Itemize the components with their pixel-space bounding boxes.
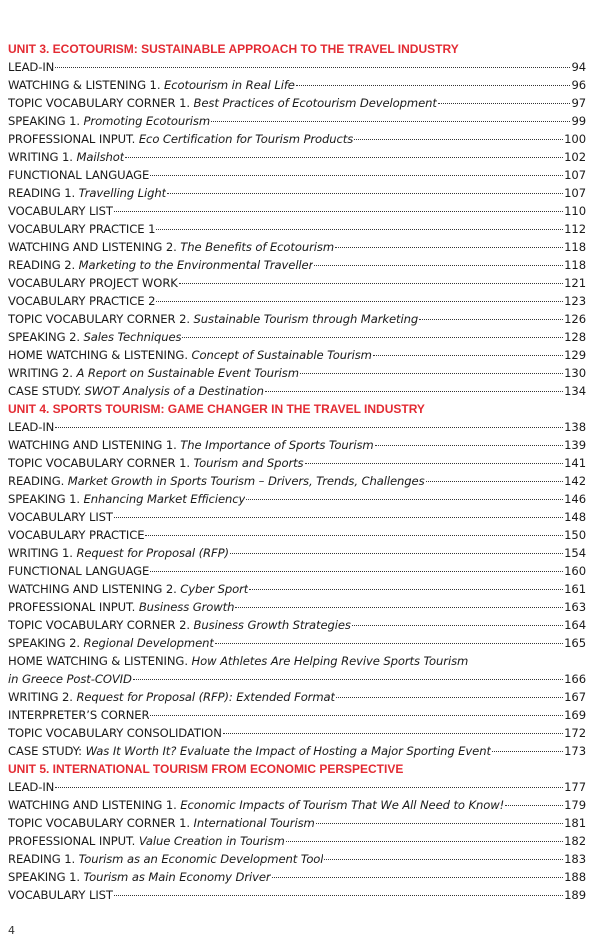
- section-title: Business Growth Strategies: [193, 618, 351, 632]
- dot-leader: [375, 445, 564, 446]
- toc-page-number: 164: [564, 618, 586, 632]
- section-title: Economic Impacts of Tourism That We All Need to Know!: [180, 798, 505, 812]
- dot-leader: [167, 193, 563, 194]
- toc-entry[interactable]: [8, 238, 586, 256]
- toc-page-number: 169: [564, 708, 586, 722]
- toc-page-number: 129: [564, 348, 586, 362]
- toc-page-number: 163: [564, 600, 586, 614]
- dot-leader: [156, 229, 563, 230]
- toc-entry-label: [8, 130, 353, 148]
- section-title: Sales Techniques: [83, 330, 182, 344]
- section-type: WRITING 1.: [8, 546, 77, 560]
- section-type: READING 1.: [8, 186, 79, 200]
- toc-entry[interactable]: [8, 148, 586, 166]
- toc-entry-label: [8, 220, 155, 238]
- unit-section: [8, 40, 586, 400]
- toc-entry[interactable]: [8, 274, 586, 292]
- dot-leader: [150, 571, 563, 572]
- section-type: TOPIC VOCABULARY CORNER 1.: [8, 816, 194, 830]
- section-type: TOPIC VOCABULARY CORNER 1.: [8, 96, 194, 110]
- section-type: PROFESSIONAL INPUT.: [8, 600, 139, 614]
- dot-leader: [272, 877, 564, 878]
- toc-entry-label: [8, 814, 315, 832]
- toc-page-number: 126: [564, 312, 586, 326]
- dot-leader: [352, 625, 563, 626]
- section-title: Cyber Sport: [180, 582, 249, 596]
- toc-entry[interactable]: [8, 346, 586, 364]
- section-title: Mailshot: [76, 150, 125, 164]
- dot-leader: [215, 643, 563, 644]
- toc-entry-line: [8, 652, 586, 670]
- toc-page-number: 123: [564, 294, 586, 308]
- section-type: VOCABULARY LIST: [8, 888, 113, 902]
- section-title: Eco Certification for Tourism Products: [138, 132, 354, 146]
- toc-page-number: 138: [564, 420, 586, 434]
- dot-leader: [114, 517, 563, 518]
- toc-entry-label: [8, 328, 181, 346]
- toc-entry[interactable]: [8, 472, 586, 490]
- section-type: CASE STUDY:: [8, 744, 86, 758]
- section-type: WATCHING & LISTENING 1.: [8, 78, 164, 92]
- toc-entry[interactable]: [8, 490, 586, 508]
- toc-entry-label: [8, 184, 166, 202]
- section-type: WRITING 1.: [8, 150, 77, 164]
- toc-page-number: 177: [564, 780, 586, 794]
- section-type: WATCHING AND LISTENING 1.: [8, 798, 181, 812]
- dot-leader: [150, 715, 563, 716]
- toc-entry[interactable]: [8, 202, 586, 220]
- section-type: LEAD-IN: [8, 60, 55, 74]
- unit-title[interactable]: UNIT 5. INTERNATIONAL TOURISM FROM ECONOMIC PERSPECTIVE: [8, 762, 404, 776]
- section-type: SPEAKING 2.: [8, 636, 84, 650]
- toc-entry[interactable]: [8, 544, 586, 562]
- toc-entry-label: [8, 778, 54, 796]
- toc-entry-label: [8, 490, 245, 508]
- toc-entry[interactable]: [8, 310, 586, 328]
- toc-entry-label: [8, 112, 210, 130]
- toc-entry[interactable]: [8, 796, 586, 814]
- dot-leader: [235, 607, 563, 608]
- toc-page-number: 139: [564, 438, 586, 452]
- section-type: TOPIC VOCABULARY CONSOLIDATION: [8, 726, 222, 740]
- toc-page-number: 182: [564, 834, 586, 848]
- dot-leader: [125, 157, 563, 158]
- toc-page-number: 99: [571, 114, 586, 128]
- dot-leader: [249, 589, 563, 590]
- dot-leader: [55, 427, 563, 428]
- toc-page-number: 189: [564, 888, 586, 902]
- toc-entry[interactable]: [8, 742, 586, 760]
- toc-entry[interactable]: [8, 868, 586, 886]
- section-type: PROFESSIONAL INPUT.: [8, 834, 139, 848]
- section-type: WATCHING AND LISTENING 2.: [8, 582, 181, 596]
- toc-entry[interactable]: [8, 130, 586, 148]
- dot-leader: [335, 247, 563, 248]
- toc-page-number: 102: [564, 150, 586, 164]
- toc-entry[interactable]: [8, 580, 586, 598]
- toc-page-number: 94: [571, 60, 586, 74]
- toc-entry-label: [8, 418, 54, 436]
- toc-entry-label: [8, 472, 425, 490]
- dot-leader: [324, 859, 563, 860]
- dot-leader: [133, 679, 563, 680]
- table-of-contents: [8, 40, 586, 904]
- section-type: WATCHING AND LISTENING 2.: [8, 240, 181, 254]
- toc-entry-label: [8, 886, 113, 904]
- dot-leader: [426, 481, 564, 482]
- section-type: VOCABULARY PRACTICE: [8, 528, 145, 542]
- toc-entry-label: [8, 436, 374, 454]
- section-title: Enhancing Market Efficiency: [83, 492, 246, 506]
- toc-entry-label: [8, 850, 323, 868]
- toc-entry-label: [8, 526, 144, 544]
- toc-entry-line: [8, 670, 586, 688]
- toc-entry-label: [8, 706, 149, 724]
- toc-entry-label: [8, 94, 437, 112]
- section-type: HOME WATCHING & LISTENING.: [8, 654, 192, 668]
- section-title: Request for Proposal (RFP): [76, 546, 229, 560]
- dot-leader: [179, 283, 563, 284]
- dot-leader: [265, 391, 563, 392]
- section-type: VOCABULARY PRACTICE 1: [8, 222, 156, 236]
- toc-entry-label: [8, 616, 351, 634]
- toc-entry[interactable]: [8, 256, 586, 274]
- dot-leader: [55, 67, 570, 68]
- section-type: PROFESSIONAL INPUT.: [8, 132, 139, 146]
- unit-title[interactable]: UNIT 4. SPORTS TOURISM: GAME CHANGER IN THE TRAVEL INDUSTRY: [8, 402, 425, 416]
- dot-leader: [492, 751, 563, 752]
- toc-entry-label: [8, 796, 504, 814]
- section-title: Value Creation in Tourism: [138, 834, 285, 848]
- section-title: The Benefits of Ecotourism: [180, 240, 335, 254]
- toc-page-number: 188: [564, 870, 586, 884]
- toc-page-number: 179: [564, 798, 586, 812]
- toc-page-number: 97: [571, 96, 586, 110]
- section-title: Tourism as Main Economy Driver: [83, 870, 271, 884]
- dot-leader: [296, 85, 571, 86]
- toc-entry-label: [8, 580, 248, 598]
- toc-entry-label: [8, 346, 372, 364]
- section-title: Concept of Sustainable Tourism: [191, 348, 372, 362]
- dot-leader: [230, 553, 563, 554]
- toc-entry[interactable]: [8, 94, 586, 112]
- toc-page-number: 128: [564, 330, 586, 344]
- section-type: LEAD-IN: [8, 420, 55, 434]
- section-type: TOPIC VOCABULARY CORNER 1.: [8, 456, 194, 470]
- toc-page-number: 96: [571, 78, 586, 92]
- toc-entry-label: [8, 202, 113, 220]
- section-title: How Athletes Are Helping Revive Sports Tourism: [191, 654, 469, 668]
- section-type: VOCABULARY PROJECT WORK: [8, 276, 178, 290]
- toc-entry[interactable]: [8, 508, 586, 526]
- section-type: WATCHING AND LISTENING 1.: [8, 438, 181, 452]
- toc-entry[interactable]: [8, 850, 586, 868]
- toc-entry-label: [8, 58, 54, 76]
- toc-page-number: 181: [564, 816, 586, 830]
- toc-entry-label: [8, 508, 113, 526]
- section-title: A Report on Sustainable Event Tourism: [76, 366, 299, 380]
- toc-entry[interactable]: [8, 418, 586, 436]
- toc-entry[interactable]: [8, 436, 586, 454]
- section-type: FUNCTIONAL LANGUAGE: [8, 564, 150, 578]
- dot-leader: [182, 337, 563, 338]
- toc-entry-label: [8, 256, 313, 274]
- toc-entry-label: [8, 598, 234, 616]
- section-title: SWOT Analysis of a Destination: [84, 384, 264, 398]
- toc-entry[interactable]: [8, 454, 586, 472]
- toc-entry-label: [8, 454, 304, 472]
- toc-entry[interactable]: [8, 814, 586, 832]
- toc-entry-label: [8, 292, 155, 310]
- section-type: CASE STUDY.: [8, 384, 85, 398]
- toc-page-number: 118: [564, 258, 586, 272]
- section-title: Business Growth: [138, 600, 235, 614]
- section-type: WRITING 2.: [8, 690, 77, 704]
- toc-entry[interactable]: [8, 886, 586, 904]
- toc-page-number: 146: [564, 492, 586, 506]
- dot-leader: [505, 805, 563, 806]
- section-type: INTERPRETER’S CORNER: [8, 708, 150, 722]
- section-type: TOPIC VOCABULARY CORNER 2.: [8, 618, 194, 632]
- dot-leader: [223, 733, 563, 734]
- dot-leader: [114, 895, 563, 896]
- toc-page-number: 154: [564, 546, 586, 560]
- section-title-continued: in Greece Post-COVID: [8, 672, 132, 686]
- toc-page-number: 173: [564, 744, 586, 758]
- dot-leader: [419, 319, 563, 320]
- section-type: VOCABULARY LIST: [8, 510, 113, 524]
- dot-leader: [373, 355, 563, 356]
- unit-section: [8, 400, 586, 760]
- page-number: 4: [8, 924, 15, 937]
- section-title: Ecotourism in Real Life: [164, 78, 295, 92]
- toc-page-number: 172: [564, 726, 586, 740]
- section-type: SPEAKING 1.: [8, 870, 84, 884]
- toc-entry-label: [8, 688, 335, 706]
- toc-page-number: 150: [564, 528, 586, 542]
- toc-entry[interactable]: [8, 184, 586, 202]
- toc-page-number: 183: [564, 852, 586, 866]
- toc-entry[interactable]: [8, 724, 586, 742]
- section-type: LEAD-IN: [8, 780, 55, 794]
- toc-entry-label: [8, 148, 124, 166]
- toc-page-number: 166: [564, 672, 586, 686]
- toc-page-number: 167: [564, 690, 586, 704]
- section-type: HOME WATCHING & LISTENING.: [8, 348, 192, 362]
- section-type: SPEAKING 2.: [8, 330, 84, 344]
- toc-page-number: 130: [564, 366, 586, 380]
- unit-title[interactable]: UNIT 3. ECOTOURISM: SUSTAINABLE APPROACH TO THE TRAVEL INDUSTRY: [8, 42, 459, 56]
- section-title: Marketing to the Environmental Traveller: [78, 258, 314, 272]
- section-type: VOCABULARY PRACTICE 2: [8, 294, 156, 308]
- section-title: Promoting Ecotourism: [83, 114, 211, 128]
- toc-entry[interactable]: [8, 58, 586, 76]
- toc-page-number: 165: [564, 636, 586, 650]
- toc-entry[interactable]: [8, 598, 586, 616]
- section-title: Request for Proposal (RFP): Extended Format: [76, 690, 335, 704]
- toc-entry-label: [8, 310, 418, 328]
- toc-entry[interactable]: [8, 382, 586, 400]
- toc-entry[interactable]: [8, 166, 586, 184]
- toc-entry[interactable]: [8, 220, 586, 238]
- dot-leader: [150, 175, 563, 176]
- section-type: WRITING 2.: [8, 366, 77, 380]
- toc-page-number: 141: [564, 456, 586, 470]
- section-title: The Importance of Sports Tourism: [180, 438, 374, 452]
- section-type: VOCABULARY LIST: [8, 204, 113, 218]
- dot-leader: [156, 301, 563, 302]
- dot-leader: [316, 823, 563, 824]
- toc-entry[interactable]: [8, 292, 586, 310]
- section-title: Sustainable Tourism through Marketing: [193, 312, 419, 326]
- toc-entry[interactable]: [8, 76, 586, 94]
- dot-leader: [300, 373, 563, 374]
- toc-page-number: 148: [564, 510, 586, 524]
- toc-entry-label: [8, 742, 491, 760]
- toc-page-number: 121: [564, 276, 586, 290]
- toc-entry[interactable]: [8, 652, 586, 688]
- toc-page-number: 100: [564, 132, 586, 146]
- toc-entry-label: [8, 544, 229, 562]
- toc-entry-label: [8, 868, 271, 886]
- dot-leader: [55, 787, 563, 788]
- toc-entry-label: [8, 382, 264, 400]
- section-title: Regional Development: [83, 636, 214, 650]
- section-type: READING.: [8, 474, 68, 488]
- section-type: FUNCTIONAL LANGUAGE: [8, 168, 150, 182]
- toc-entry-label: [8, 364, 299, 382]
- section-type: SPEAKING 1.: [8, 492, 84, 506]
- section-title: International Tourism: [193, 816, 315, 830]
- section-type: TOPIC VOCABULARY CORNER 2.: [8, 312, 194, 326]
- toc-page-number: 161: [564, 582, 586, 596]
- toc-entry-label: [8, 238, 334, 256]
- toc-entry[interactable]: [8, 328, 586, 346]
- section-title: Best Practices of Ecotourism Development: [193, 96, 437, 110]
- toc-entry[interactable]: [8, 562, 586, 580]
- toc-entry-label: [8, 634, 214, 652]
- dot-leader: [438, 103, 571, 104]
- toc-page-number: 134: [564, 384, 586, 398]
- toc-entry-label: [8, 274, 178, 292]
- section-type: READING 1.: [8, 852, 79, 866]
- toc-page-number: 142: [564, 474, 586, 488]
- toc-page-number: 107: [564, 168, 586, 182]
- toc-page-number: 118: [564, 240, 586, 254]
- toc-page-number: 107: [564, 186, 586, 200]
- toc-entry-label: [8, 562, 149, 580]
- section-title: Market Growth in Sports Tourism – Drivers, Trends, Challenges: [67, 474, 425, 488]
- toc-entry[interactable]: [8, 706, 586, 724]
- toc-entry-label: [8, 724, 222, 742]
- toc-entry[interactable]: [8, 832, 586, 850]
- section-title: Tourism as an Economic Development Tool: [78, 852, 324, 866]
- toc-entry-label: [8, 832, 285, 850]
- unit-section: [8, 760, 586, 904]
- toc-entry[interactable]: [8, 112, 586, 130]
- toc-entry-label: [8, 166, 149, 184]
- section-title: Was It Worth It? Evaluate the Impact of Hosting a Major Sporting Event: [85, 744, 491, 758]
- dot-leader: [314, 265, 563, 266]
- dot-leader: [354, 139, 563, 140]
- toc-entry[interactable]: [8, 364, 586, 382]
- section-type: READING 2.: [8, 258, 79, 272]
- toc-entry[interactable]: [8, 634, 586, 652]
- toc-entry[interactable]: [8, 778, 586, 796]
- toc-page-number: 110: [564, 204, 586, 218]
- section-type: SPEAKING 1.: [8, 114, 84, 128]
- toc-entry-label: [8, 670, 132, 688]
- dot-leader: [145, 535, 563, 536]
- dot-leader: [246, 499, 563, 500]
- toc-entry[interactable]: [8, 526, 586, 544]
- section-title: Tourism and Sports: [193, 456, 304, 470]
- toc-entry[interactable]: [8, 616, 586, 634]
- dot-leader: [336, 697, 563, 698]
- dot-leader: [286, 841, 563, 842]
- toc-page-number: 160: [564, 564, 586, 578]
- dot-leader: [114, 211, 563, 212]
- toc-entry[interactable]: [8, 688, 586, 706]
- toc-page-number: 112: [564, 222, 586, 236]
- dot-leader: [305, 463, 564, 464]
- toc-entry-label: [8, 76, 295, 94]
- dot-leader: [211, 121, 570, 122]
- section-title: Travelling Light: [78, 186, 167, 200]
